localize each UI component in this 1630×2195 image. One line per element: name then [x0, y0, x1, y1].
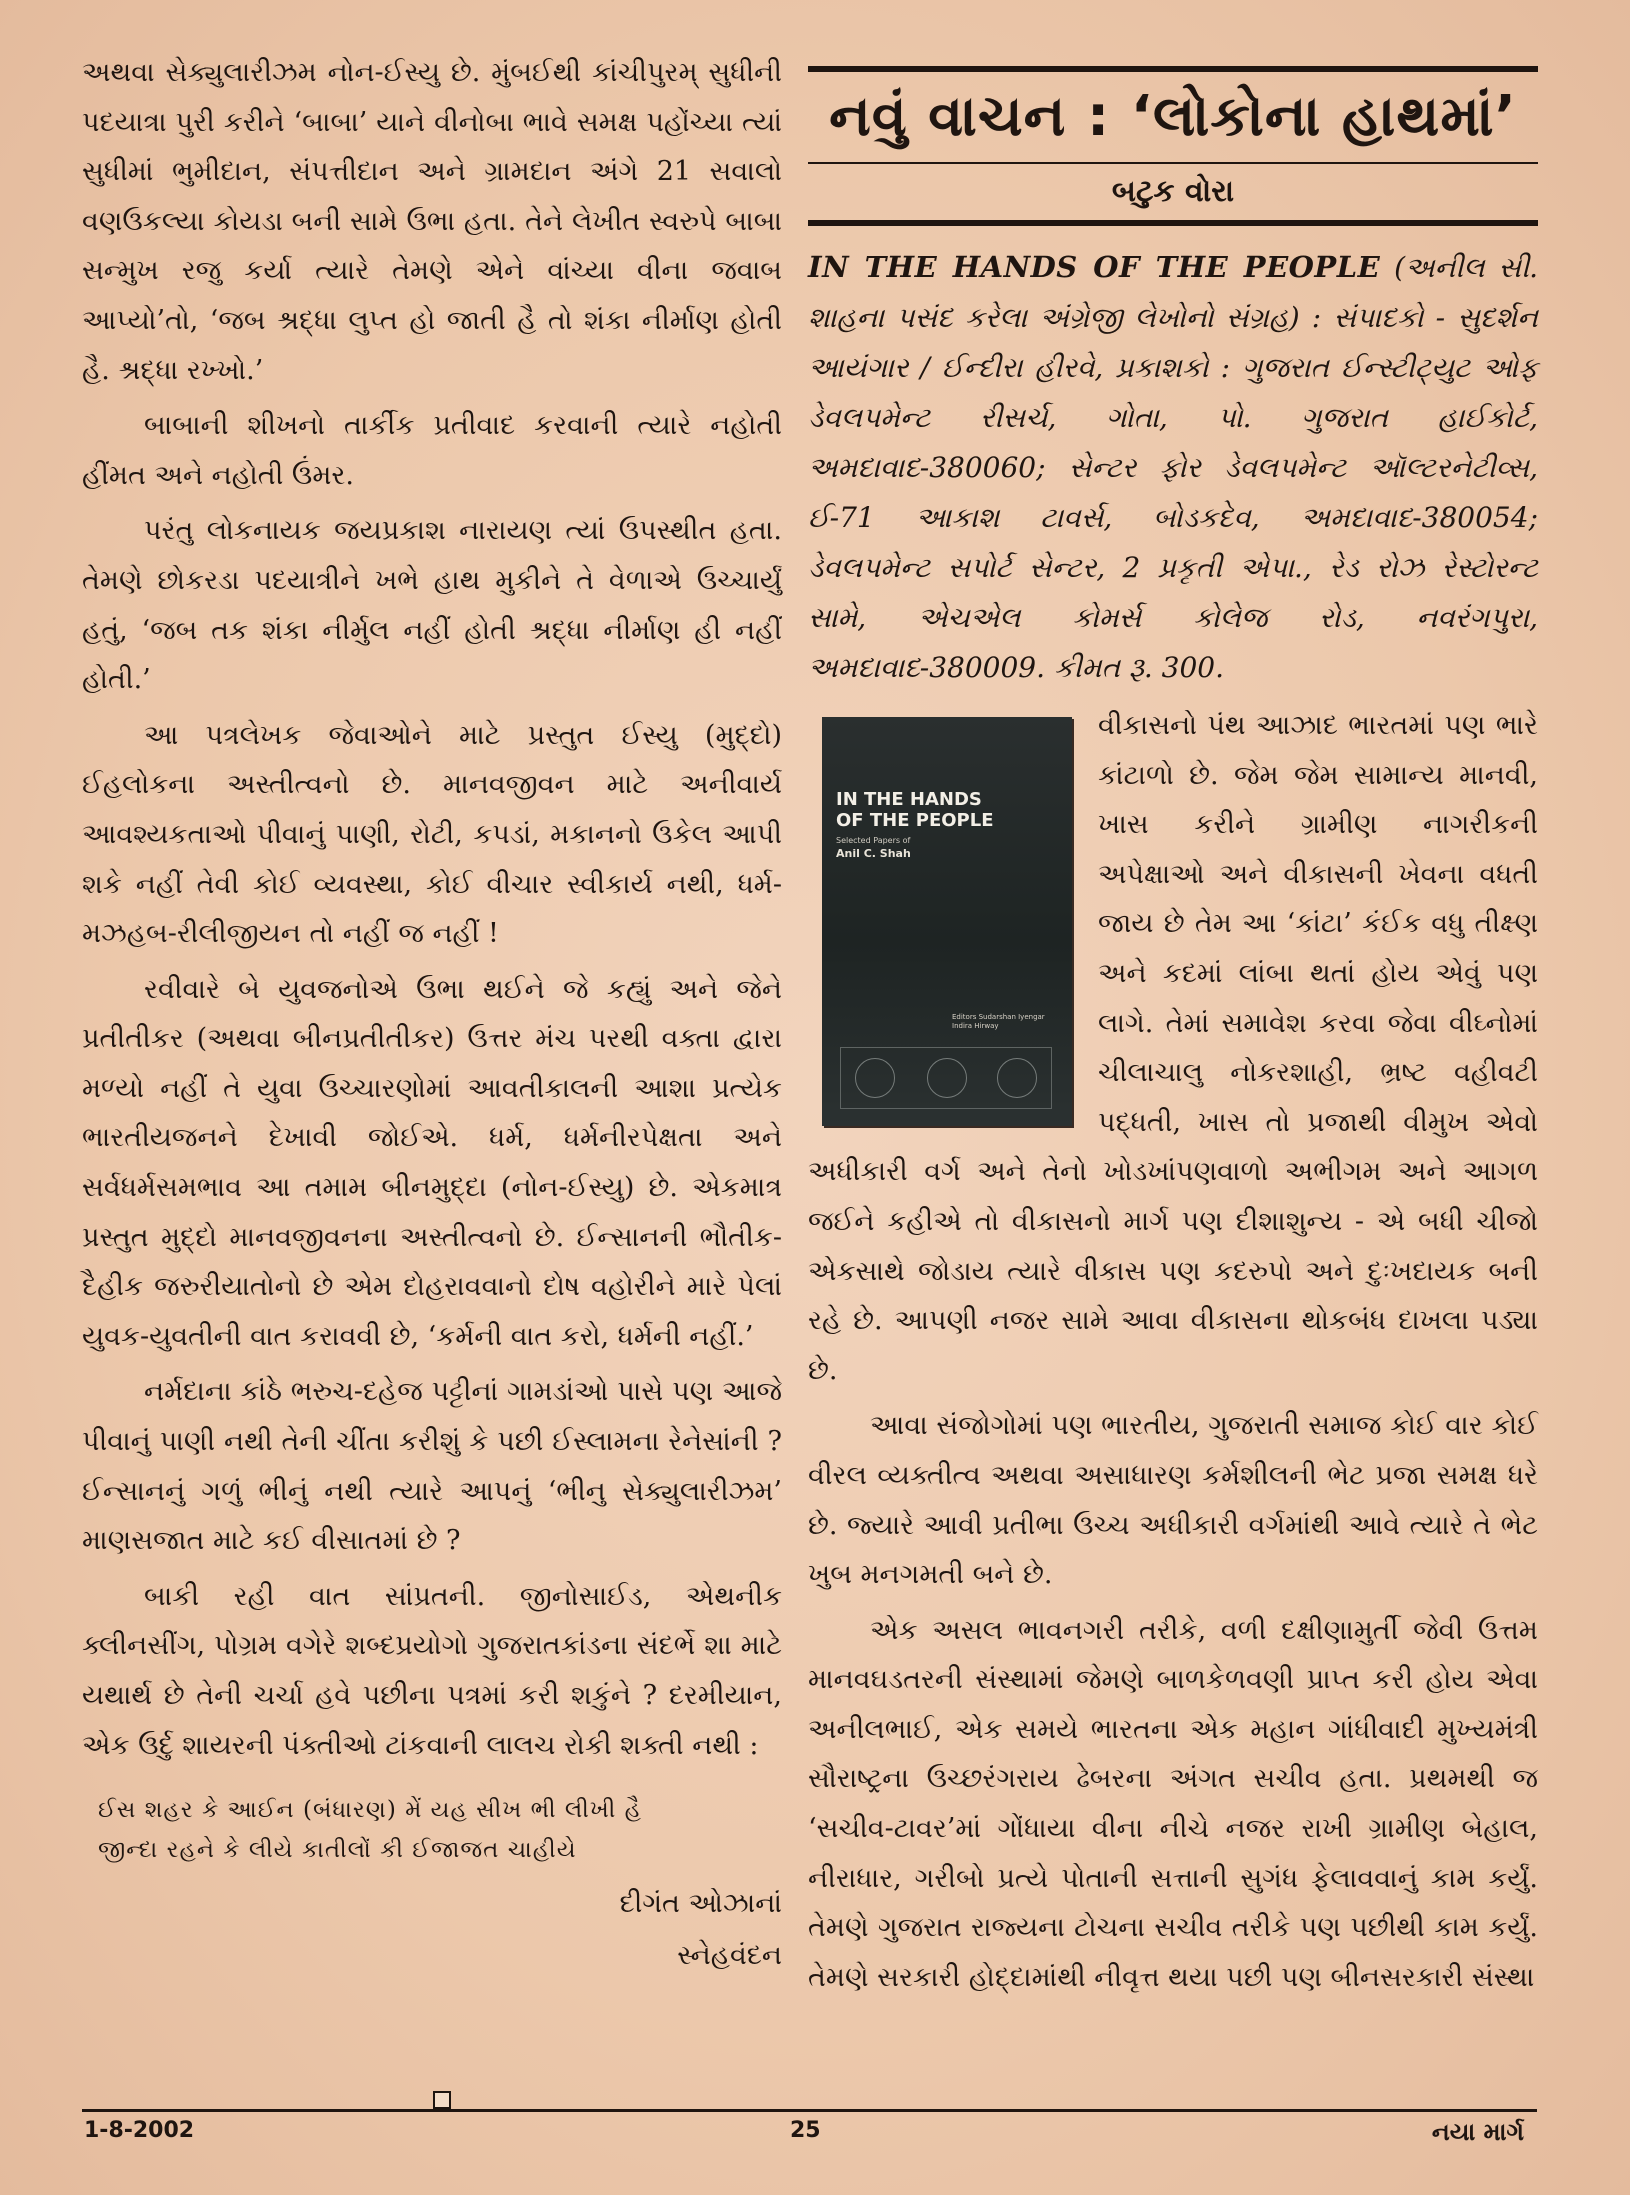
cover-illustration: [840, 1047, 1052, 1109]
book-publication-info: (અનીલ સી. શાહના પસંદ કરેલા અંગ્રેજી લેખોનો સંગ્રહ) : સંપાદકો - સુદર્શન આયંગાર / ઈન્દીરા હીરવે, પ્રકાશકો : ગુજરાત ઈન્સ્ટીટ્યુટ ઓફ ડેવલપમેન્ટ રીસર્ચ, ગોતા, પો. ગુજરાત હાઈકોર્ટ, અમદાવાદ-380060; સેન્ટર ફોર ડેવલપમેન્ટ ઑલ્ટરનેટીવ્સ, ઈ-71 આકાશ ટાવર્સ, બોડકદેવ, અમદાવાદ-380054; ડેવલપમેન્ટ સપોર્ટ સેન્ટર, 2 પ્રકૃતી એપા., રેડ રોઝ રેસ્ટોરન્ટ સામે, એચએલ કોમર્સ કોલેજ રોડ, નવરંગપુરા, અમદાવાદ-380009. કીમત રૂ. 300.: [808, 251, 1538, 684]
article-headline: નવું વાચન : ‘લોકોના હાથમાં’: [829, 84, 1517, 149]
cover-subtitle: Selected Papers of: [836, 836, 911, 845]
couplet-line-2: જીન્દા રહને કે લીયે કાતીલોં કી ઈજાજત ચાહીયે: [98, 1837, 577, 1864]
left-paragraph-1: અથવા સેક્યુલારીઝમ નોન-ઈસ્યુ છે. મુંબઈથી કાંચીપુરમ્ સુધીની પદયાત્રા પુરી કરીને ‘બાબા’ યાને વીનોબા ભાવે સમક્ષ પહોંચ્યા ત્યાં સુધીમાં ભુમીદાન, સંપત્તીદાન અને ગ્રામદાન અંગે 21 સવાલો વણઉકલ્યા કોયડા બની સામે ઉભા હતા. તેને લેખીત સ્વરુપે બાબા સન્મુખ રજુ કર્યા ત્યારે તેમણે એને વાંચ્યા વીના જવાબ આપ્યો’તો, ‘જબ શ્રદ્ધા લુપ્ત હો જાતી હૈ તો શંકા નીર્માણ હોતી હૈ. શ્રદ્ધા રખ્ખો.’: [82, 57, 782, 386]
review-body: [808, 701, 1538, 2002]
letter-signature: [82, 1878, 782, 1982]
cover-title-line-2: OF THE PEOPLE: [836, 810, 994, 831]
left-paragraph-5: રવીવારે બે યુવજનોએ ઉભા થઈને જે કહ્યું અને જેને પ્રતીતીકર (અથવા બીનપ્રતીતીકર) ઉત્તર મંચ પરથી વક્તા દ્વારા મળ્યો નહીં તે યુવા ઉચ્ચારણોમાં આવતીકાલની આશા પ્રત્યેક ભારતીયજનને દેખાવી જોઈએ. ધર્મ, ધર્મનીરપેક્ષતા અને સર્વધર્મસમભાવ આ તમામ બીનમુદ્દા (નોન-ઈસ્યુ) છે. એકમાત્ર પ્રસ્તુત મુદ્દો માનવજીવનના અસ્તીત્વનો છે. ઈન્સાનની ભૌતીક-દૈહીક જરુરીયાતોનો છે એમ દોહરાવવાનો દોષ વહોરીને મારે પેલાં યુવક-યુવતીની વાત કરાવવી છે, ‘કર્મની વાત કરો, ધર્મની નહીં.’: [82, 973, 782, 1352]
cover-title-line-1: IN THE HANDS: [836, 789, 982, 810]
left-paragraph-2: બાબાની શીખનો તાર્કીક પ્રતીવાદ કરવાની ત્યારે નહોતી હીંમત અને નહોતી ઉંમર.: [82, 410, 782, 491]
signature-line-1: દીગંત ઓઝાનાં: [619, 1888, 782, 1920]
left-paragraph-6: નર્મદાના કાંઠે ભરુચ-દહેજ પટ્ટીનાં ગામડાંઓ પાસે પણ આજે પીવાનું પાણી નથી તેની ચીંતા કરીશું કે પછી ઈસ્લામના રેનેસાંની ? ઈન્સાનનું ગળું ભીનું નથી ત્યારે આપનું ‘ભીનુ સેક્યુલારીઝમ’ માણસજાત માટે કઈ વીસાતમાં છે ?: [82, 1376, 782, 1557]
byline-rule: [808, 220, 1538, 226]
right-column: [808, 66, 1538, 2002]
cover-editors: Editors Sudarshan Iyengar Indira Hirway: [952, 1013, 1045, 1030]
book-details: [808, 242, 1538, 693]
publication-name: નયા માર્ગ: [1431, 2118, 1524, 2146]
couplet-line-1: ઈસ શહર કે આઈન (બંધારણ) મેં યહ સીખ ભી લીખી હૈ: [98, 1797, 642, 1824]
right-paragraph-3: એક અસલ ભાવનગરી તરીકે, વળી દક્ષીણામુર્તી જેવી ઉત્તમ માનવઘડતરની સંસ્થામાં જેમણે બાળકેળવણી પ્રાપ્ત કરી હોય એવા અનીલભાઈ, એક સમયે ભારતના એક મહાન ગાંધીવાદી મુખ્યમંત્રી સૌરાષ્ટ્રના ઉચ્છરંગરાય ઢેબરના અંગત સચીવ હતા. પ્રથમથી જ ‘સચીવ-ટાવર’માં ગોંધાયા વીના નીચે નજર રાખી ગ્રામીણ બેહાલ, નીરાધાર, ગરીબો પ્રત્યે પોતાની સત્તાની સુગંધ ફેલાવવાનું કામ કર્યું. તેમણે ગુજરાત રાજ્યના ટોચના સચીવ તરીકે પણ પછીથી કામ કર્યું. તેમણે સરકારી હોદ્દામાંથી નીવૃત્ત થયા પછી પણ બીનસરકારી સંસ્થા: [808, 1614, 1538, 1993]
left-paragraph-3: પરંતુ લોકનાયક જયપ્રકાશ નારાયણ ત્યાં ઉપસ્થીત હતા. તેમણે છોકરડા પદયાત્રીને ખભે હાથ મુકીને તે વેળાએ ઉચ્ચાર્યું હતું, ‘જબ તક શંકા નીર્મુલ નહીં હોતી શ્રદ્ધા નીર્માણ હી નહીં હોતી.’: [82, 515, 782, 696]
book-cover-image: [822, 717, 1072, 1126]
end-of-article-mark: [433, 2091, 451, 2109]
signature-line-2: સ્નેહવંદન: [677, 1940, 782, 1972]
urdu-couplet: [98, 1790, 782, 1870]
page-number: 25: [790, 2118, 821, 2143]
left-paragraph-7: બાકી રહી વાત સાંપ્રતની. જીનોસાઈડ, એથનીક ક્લીનસીંગ, પોગ્રમ વગેરે શબ્દપ્રયોગો ગુજરાતકાંડના સંદર્ભે શા માટે યથાર્થ છે તેની ચર્ચા હવે પછીના પત્રમાં કરી શકુંને ? દરમીયાન, એક ઉર્દુ શાયરની પંક્તીઓ ટાંકવાની લાલચ રોકી શક્તી નથી :: [82, 1580, 782, 1761]
cover-title: [836, 789, 994, 831]
footer-rule: [82, 2109, 1537, 2112]
issue-date: 1-8-2002: [84, 2118, 195, 2143]
book-title: IN THE HANDS OF THE PEOPLE: [808, 250, 1381, 284]
left-paragraph-4: આ પત્રલેખક જેવાઓને માટે પ્રસ્તુત ઈસ્યુ (મુદ્દો) ઈહલોકના અસ્તીત્વનો છે. માનવજીવન માટે અનીવાર્ય આવશ્યકતાઓ પીવાનું પાણી, રોટી, કપડાં, મકાનનો ઉકેલ આપી શકે નહીં તેવી કોઈ વ્યવસ્થા, કોઈ વીચાર સ્વીકાર્ય નથી, ધર્મ-મઝહબ-રીલીજીયન તો નહીં જ નહીં !: [82, 719, 782, 950]
right-paragraph-1: વીકાસનો પંથ આઝાદ ભારતમાં પણ ભારે કાંટાળો છે. જેમ જેમ સામાન્ય માનવી, ખાસ કરીને ગ્રામીણ નાગરીકની અપેક્ષાઓ અને વીકાસની ખેવના વધતી જાય છે તેમ આ ‘કાંટા’ કંઈક વધુ તીક્ષ્ણ અને કદમાં લાંબા થતાં હોય એવું પણ લાગે. તેમાં સમાવેશ કરવા જેવા વીઘ્નોમાં ચીલાચાલુ નોકરશાહી, ભ્રષ્ટ વહીવટી પદ્ધતી, ખાસ તો પ્રજાથી વીમુખ એવો અધીકારી વર્ગ અને તેનો ખોડખાંપણવાળો અભીગમ અને આગળ જઈને કહીએ તો વીકાસનો માર્ગ પણ દીશાશુન્ય - એ બધી ચીજો એકસાથે જોડાય ત્યારે વીકાસ પણ કદરુપો અને દુઃખદાયક બની રહે છે. આપણી નજર સામે આવા વીકાસના થોકબંધ દાખલા પડ્યા છે.: [808, 710, 1538, 1386]
cover-author: Anil C. Shah: [836, 847, 911, 860]
left-column: [82, 48, 782, 1982]
article-byline: બટુક વોરા: [1111, 174, 1235, 209]
right-paragraph-2: આવા સંજોગોમાં પણ ભારતીય, ગુજરાતી સમાજ કોઈ વાર કોઈ વીરલ વ્યક્તીત્વ અથવા અસાધારણ કર્મશીલની ભેટ પ્રજા સમક્ષ ધરે છે. જ્યારે આવી પ્રતીભા ઉચ્ચ અધીકારી વર્ગમાંથી આવે ત્યારે તે ભેટ ખુબ મનગમતી બને છે.: [808, 1410, 1538, 1591]
